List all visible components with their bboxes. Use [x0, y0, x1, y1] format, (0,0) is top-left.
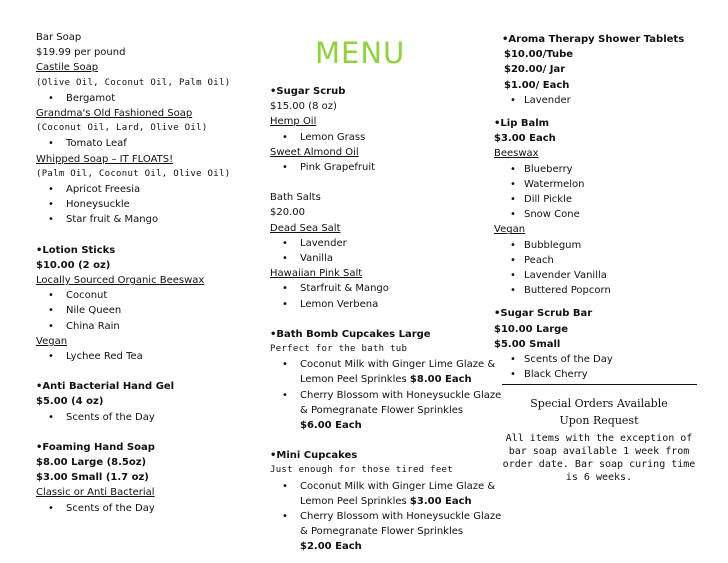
list-item: • Scents of the Day	[36, 501, 256, 516]
grandma-soap-desc: (Coconut Oil, Lard, Olive Oil)	[36, 123, 208, 134]
lotion-heading: •Lotion Sticks	[36, 244, 116, 256]
menu-title: MENU	[315, 36, 406, 70]
bath-salts-sub1: Dead Sea Salt	[270, 222, 341, 234]
aroma-heading: •Aroma Therapy Shower Tablets	[502, 34, 685, 45]
list-item: • Vanilla	[270, 251, 480, 266]
bath-bomb-heading: •Bath Bomb Cupcakes Large	[270, 328, 431, 340]
anti-bacterial-price: $5.00 (4 oz)	[36, 396, 104, 408]
special-orders-line2: Upon Request	[559, 414, 639, 428]
mini-cupcakes-tagline: Just enough for those tired feet	[270, 465, 453, 476]
lotion-sub1: Locally Sourced Organic Beeswax	[36, 275, 205, 287]
lip-balm-sub2: Vegan	[494, 224, 526, 236]
column-middle	[270, 84, 502, 555]
list-item: • Scents of the Day	[494, 352, 704, 367]
list-item: • Peach	[494, 253, 704, 268]
bar-soap-price: $19.99 per pound	[36, 47, 126, 59]
list-item-cont	[270, 372, 480, 387]
foaming-sub: Classic or Anti Bacterial	[36, 487, 155, 499]
scrub-bar-heading: •Sugar Scrub Bar	[494, 308, 593, 320]
list-item: • Lychee Red Tea	[36, 349, 256, 364]
item-price: $3.00 Each	[409, 495, 472, 507]
bath-salts-price: $20.00	[270, 207, 305, 219]
list-item: • Cherry Blossom with Honeysuckle Glaze	[270, 388, 480, 403]
aroma-price-each: $1.00/ Each	[504, 79, 570, 91]
list-item: • Lavender	[494, 93, 704, 108]
list-item: • Apricot Freesia	[36, 182, 256, 197]
item-price: $8.00 Each	[409, 374, 472, 386]
scrub-bar-price-small: $5.00 Small	[494, 338, 561, 350]
column-left	[36, 30, 256, 516]
foaming-price-large: $8.00 Large (8.5oz)	[36, 457, 147, 469]
castile-soap-name: Castile Soap	[36, 62, 99, 74]
list-item: • Snow Cone	[494, 207, 704, 222]
list-item: • Blueberry	[494, 162, 704, 177]
list-item: • Coconut	[36, 288, 256, 303]
foaming-price-small: $3.00 Small (1.7 oz)	[36, 472, 149, 484]
list-item: • Scents of the Day	[36, 410, 256, 425]
bath-bomb-tagline: Perfect for the bath tub	[270, 344, 408, 355]
list-item: • Lemon Verbena	[270, 297, 480, 312]
list-item: • Black Cherry	[494, 367, 704, 382]
list-item: • Coconut Milk with Ginger Lime Glaze &	[270, 357, 480, 372]
lip-balm-sub1: Beeswax	[494, 148, 539, 160]
lip-balm-price: $3.00 Each	[494, 133, 556, 145]
column-right	[494, 32, 704, 484]
list-item: • Nile Queen	[36, 303, 256, 318]
bath-salts-sub2: Hawaiian Pink Salt	[270, 268, 363, 280]
list-item: • Bergamot	[36, 91, 256, 106]
sugar-scrub-sub2: Sweet Almond Oil	[270, 146, 359, 158]
lip-balm-heading: •Lip Balm	[494, 118, 550, 130]
list-item: • Coconut Milk with Ginger Lime Glaze &	[270, 479, 480, 494]
item-price: $6.00 Each	[300, 420, 362, 432]
lotion-price: $10.00 (2 oz)	[36, 259, 111, 271]
special-orders-line1: Special Orders Available	[530, 397, 668, 411]
special-orders-note: All items with the exception of bar soap available 1 week from order date. Bar soap curing time is 6 weeks.	[502, 433, 696, 484]
list-item: • Cherry Blossom with Honeysuckle Glaze	[270, 509, 480, 524]
scrub-bar-price-large: $10.00 Large	[494, 323, 569, 335]
castile-soap-desc: (Olive Oil, Coconut Oil, Palm Oil)	[36, 77, 231, 88]
aroma-price-tube: $10.00/Tube	[504, 49, 574, 61]
sugar-scrub-price: $15.00 (8 oz)	[270, 101, 337, 113]
list-item-text: Lemon Peel Sprinkles	[300, 374, 407, 386]
aroma-price-jar: $20.00/ Jar	[504, 64, 566, 76]
list-item: • Honeysuckle	[36, 197, 256, 212]
whipped-soap-desc: (Palm Oil, Coconut Oil, Olive Oil)	[36, 168, 231, 179]
sugar-scrub-sub1: Hemp Oil	[270, 116, 317, 128]
list-item: • Buttered Popcorn	[494, 283, 704, 298]
bath-salts-heading: Bath Salts	[270, 192, 321, 204]
list-item: • Dill Pickle	[494, 192, 704, 207]
list-item-cont	[270, 494, 480, 509]
grandma-soap-name: Grandma's Old Fashioned Soap	[36, 108, 193, 120]
list-item: • Lemon Grass	[270, 130, 480, 145]
list-item: • Starfruit & Mango	[270, 281, 480, 296]
list-item-text: Lemon Peel Sprinkles	[300, 495, 407, 507]
list-item: • Watermelon	[494, 177, 704, 192]
mini-cupcakes-heading: •Mini Cupcakes	[270, 450, 358, 462]
sugar-scrub-heading: •Sugar Scrub	[270, 86, 346, 97]
divider	[502, 384, 697, 385]
list-item: • Star fruit & Mango	[36, 212, 256, 227]
list-item: • China Rain	[36, 319, 256, 334]
list-item-cont: & Pomegranate Flower Sprinkles	[300, 526, 464, 538]
list-item: • Lavender	[270, 236, 480, 251]
whipped-soap-name: Whipped Soap – IT FLOATS!	[36, 153, 174, 165]
lotion-sub2: Vegan	[36, 335, 68, 347]
list-item: • Bubblegum	[494, 238, 704, 253]
list-item: • Pink Grapefruit	[270, 160, 480, 175]
list-item: • Tomato Leaf	[36, 136, 256, 151]
anti-bacterial-heading: •Anti Bacterial Hand Gel	[36, 381, 175, 393]
list-item-cont: & Pomegranate Flower Sprinkles	[300, 404, 464, 416]
list-item: • Lavender Vanilla	[494, 268, 704, 283]
bar-soap-heading: Bar Soap	[36, 32, 82, 43]
item-price: $2.00 Each	[300, 541, 362, 553]
foaming-heading: •Foaming Hand Soap	[36, 441, 155, 453]
